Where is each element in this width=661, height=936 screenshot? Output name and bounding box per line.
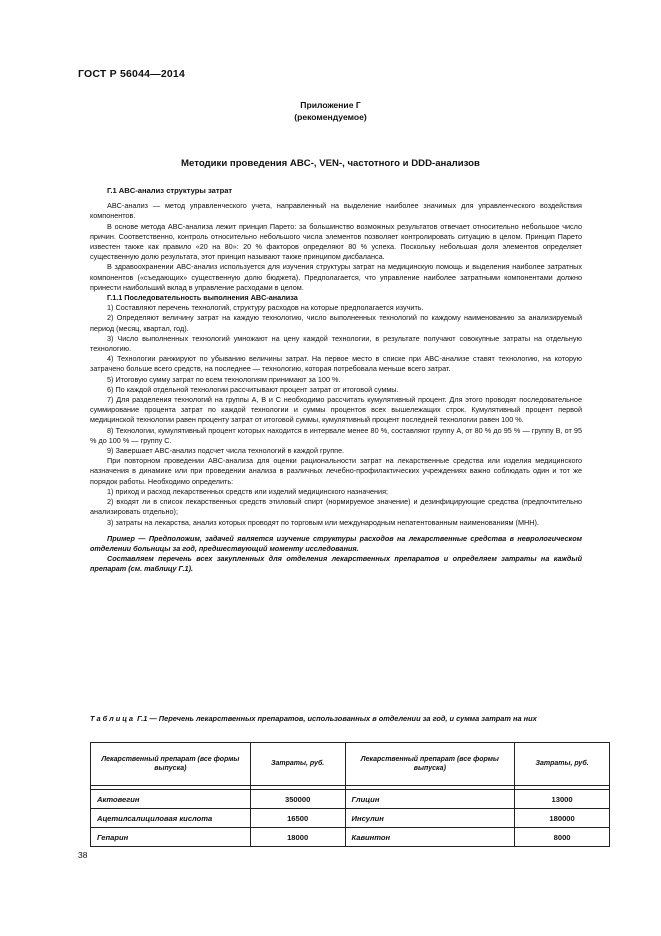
table-row [91,809,610,828]
column-header: Лекарственный препарат (все формы выпуска) [91,743,251,786]
step-item: 1) Составляют перечень технологий, структуру расходов на которые предполагается изучить. [107,303,424,313]
step-item: 4) Технологии ранжируют по убыванию величины затрат. На первое место в списке при ABC-анализе ставят технологию, на которую затрачено больше всего средств, на последнее — технологию, которая потребовала меньше всего затрат. [90,354,582,374]
drug-name: Кавинтон [345,828,515,847]
table-row [91,790,610,809]
paragraph: ABC-анализ — метод управленческого учета, направленный на выделение наиболее значимых для управленческого воздействия компонентов. [90,201,582,221]
drug-cost: 18000 [250,828,345,847]
table-row [91,828,610,847]
drug-name: Гепарин [91,828,251,847]
step-item: 6) По каждой отдельной технологии рассчитывают процент затрат от итоговой суммы. [107,384,399,394]
step-item: 8) Технологии, кумулятивный процент которых находится в интервале менее 80 %, составляют группу A, от 80 % до 95 % — группу B, от 95 % до 100 % — группу C. [90,425,582,445]
main-text [90,186,582,575]
list-item: 3) затраты на лекарства, анализ которых проводят по торговым или международным непатентованным наименованиям (МНН). [107,517,539,527]
paragraph: В здравоохранении ABC-анализ используется для изучения структуры затрат на медицинскую помощь и выделения наиболее затратных компонентов («съедающих» существенную долю бюджета). Предполагается, что управление наиболее затратными компонентами должно принести наибольший вклад в управление расходами в целом. [90,262,582,292]
step-item: 9) Завершает ABC-анализ подсчет числа технологий в каждой группе. [107,446,345,456]
drug-cost: 16500 [250,809,345,828]
paragraph: В основе метода ABC-анализа лежит принцип Парето: за большинство возможных результатов отвечает относительно небольшое число причин. Соответственно, контроль относительно небольшого числа элементов позволяет контролировать ситуацию в целом. Принцип Парето известен также как правило «20 на 80»: 20 % факторов определяют 80 % успеха. Поскольку небольшая доля элементов определяет существенную долю результата, этот принцип называют также принципом дисбаланса. [90,221,582,262]
drug-name: Глицин [345,790,515,809]
drug-cost: 13000 [515,790,610,809]
document-code: ГОСТ Р 56044—2014 [78,68,186,80]
drug-name: Актовегин [91,790,251,809]
section-heading: Г.1 ABC-анализ структуры затрат [107,186,233,195]
table-caption-word: Таблица [90,714,136,723]
table-caption-text: Г.1 — Перечень лекарственных препаратов, использованных в отделении за год, и сумма затрат на них [137,714,537,723]
column-header: Затраты, руб. [250,743,345,786]
drug-name: Инсулин [345,809,515,828]
drug-name: Ацетилсалициловая кислота [91,809,251,828]
drug-cost: 8000 [515,828,610,847]
paragraph: При повторном проведении ABC-анализа для оценки рациональности затрат на лекарственные средства или изделия медицинского назначения в динамике или при проведении анализа в различных лечебно-профилактических учреждениях важно соблюдать один и тот же порядок работы. Необходимо определить: [90,456,582,486]
appendix-label: Приложение Г [300,100,361,110]
table-header-row [91,743,610,786]
step-item: 3) Число выполненных технологий умножают на цену каждой технологии, в результате получают совокупные затраты на отдельную технологию. [90,333,582,354]
subsection-heading: Г.1.1 Последовательность выполнения ABC-анализа [107,293,298,303]
drug-cost: 180000 [515,809,610,828]
medicines-table [90,742,610,847]
column-header: Лекарственный препарат (все формы выпуска) [345,743,515,786]
step-item: 5) Итоговую сумму затрат по всем технологиям принимают за 100 %. [107,374,341,384]
step-item: 7) Для разделения технологий на группы A, B и C необходимо рассчитать кумулятивный процент. Для этого проводят последовательное суммирование процента затрат по каждой технологии и суммы процентов всех вышележащих строк. Кумулятивный процент первой медицинской технологии равен проценту затрат от итоговой суммы, кумулятивный процент последней технологии равен 100 %. [90,395,582,425]
example-block [90,534,582,575]
page-title: Методики проведения ABC-, VEN-, частотного и DDD-анализов [181,158,480,169]
step-item: 2) Определяют величину затрат на каждую технологию, число выполненных технологий по каждому наименованию за анализируемый период (месяц, квартал, год). [90,313,582,333]
appendix-note: (рекомендуемое) [294,112,367,122]
example-text: Пример — Предположим, задачей является изучение структуры расходов на лекарственные средства в неврологическом отделении больницы за год, предшествующий моменту исследования. [90,533,582,553]
list-item: 2) входят ли в список лекарственных средств этиловый спирт (нормируемое значение) и дезинфицирующие средства (предпочтительно анализировать отдельно); [90,497,582,517]
example-text: Составляем перечень всех закупленных для отделения лекарственных препаратов и определяем затраты на каждый препарат (см. таблицу Г.1). [90,554,582,574]
table-caption [90,714,590,724]
list-item: 1) приход и расход лекарственных средств или изделий медицинского назначения; [107,486,389,496]
column-header: Затраты, руб. [515,743,610,786]
drug-cost: 350000 [250,790,345,809]
page-number: 38 [78,850,88,860]
